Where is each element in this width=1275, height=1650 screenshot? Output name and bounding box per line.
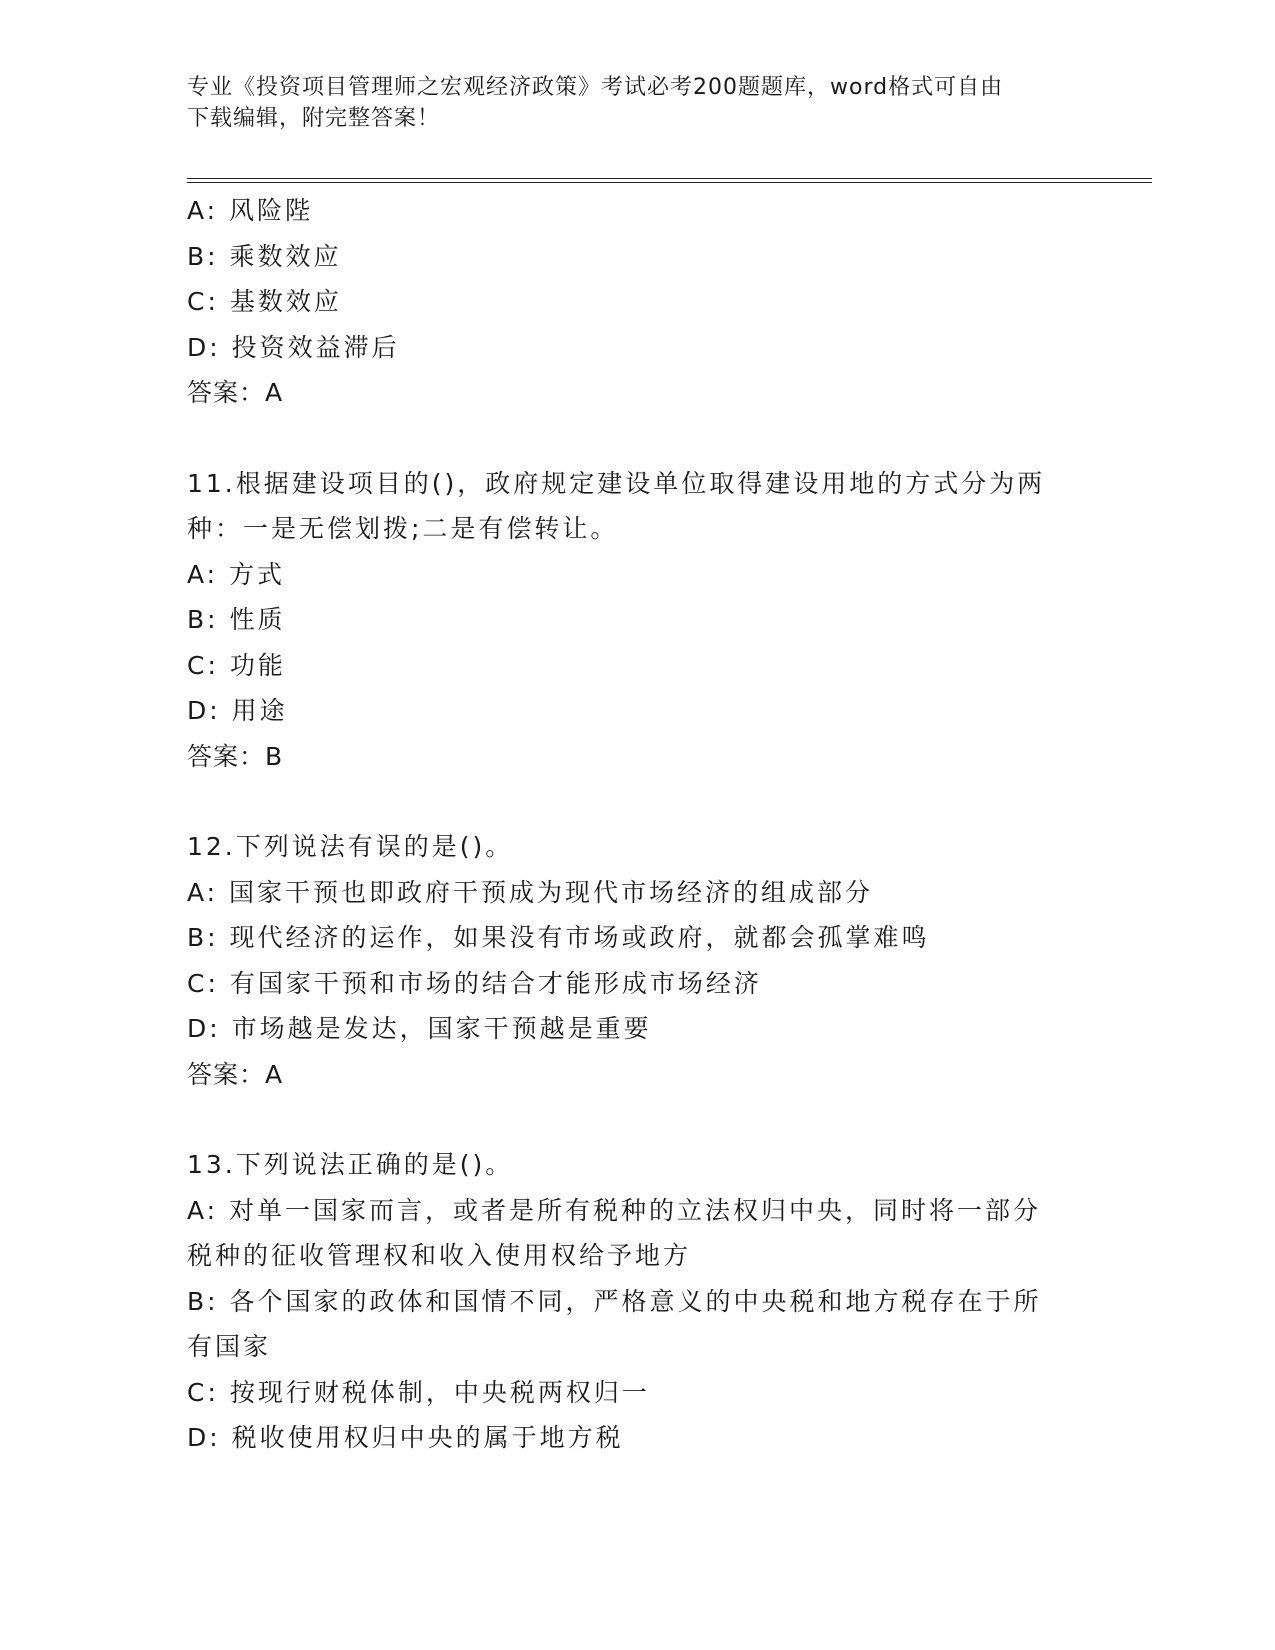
option-a: A: 方式 <box>187 559 286 589</box>
answer-text: 答案：B <box>187 741 284 771</box>
question-content <box>187 188 1077 1461</box>
option-c: C: 有国家干预和市场的结合才能形成市场经济 <box>187 968 762 998</box>
question-stem-line-1: 12.下列说法有误的是()。 <box>187 832 514 861</box>
spacer <box>187 416 1077 461</box>
question-11 <box>187 461 1077 780</box>
question-13 <box>187 1142 1077 1461</box>
option-c: C: 功能 <box>187 650 286 680</box>
option-c: C: 基数效应 <box>187 287 342 316</box>
question-stem-line-1: 11.根据建设项目的()，政府规定建设单位取得建设用地的方式分为两 <box>187 468 1046 498</box>
question-stem-line-2: 种：一是无偿划拨;二是有偿转让。 <box>187 514 619 543</box>
option-d: D: 投资效益滞后 <box>187 332 400 362</box>
option-a: A: 风险陛 <box>187 196 314 225</box>
header-line-2: 下载编辑，附完整答案！ <box>187 106 441 131</box>
option-c: C: 按现行财税体制，中央税两权归一 <box>187 1377 650 1407</box>
option-d: D: 市场越是发达，国家干预越是重要 <box>187 1014 652 1043</box>
document-header <box>187 72 1087 134</box>
option-b-line-2: 有国家 <box>187 1332 272 1361</box>
option-a-line-1: A: 对单一国家而言，或者是所有税种的立法权归中央，同时将一部分 <box>187 1195 1042 1225</box>
header-line-1: 专业《投资项目管理师之宏观经济政策》考试必考200题题库，word格式可自由 <box>187 75 1004 100</box>
question-10-options <box>187 188 1077 416</box>
answer-text: 答案：A <box>187 378 284 407</box>
spacer <box>187 1097 1077 1142</box>
option-b: B: 乘数效应 <box>187 241 342 271</box>
option-a: A: 国家干预也即政府干预成为现代市场经济的组成部分 <box>187 877 874 907</box>
spacer <box>187 779 1077 824</box>
option-d: D: 用途 <box>187 696 288 725</box>
option-d: D: 税收使用权归中央的属于地方税 <box>187 1423 624 1452</box>
question-stem-line-1: 13.下列说法正确的是()。 <box>187 1150 514 1179</box>
answer-text: 答案：A <box>187 1059 284 1089</box>
option-a-line-2: 税种的征收管理权和收入使用权给予地方 <box>187 1241 692 1270</box>
option-b-line-1: B: 各个国家的政体和国情不同，严格意义的中央税和地方税存在于所 <box>187 1286 1042 1316</box>
question-12 <box>187 824 1077 1097</box>
header-divider-bottom <box>187 182 1152 183</box>
header-divider-top <box>187 178 1152 179</box>
option-b: B: 现代经济的运作，如果没有市场或政府，就都会孤掌难鸣 <box>187 923 930 952</box>
option-b: B: 性质 <box>187 605 286 634</box>
